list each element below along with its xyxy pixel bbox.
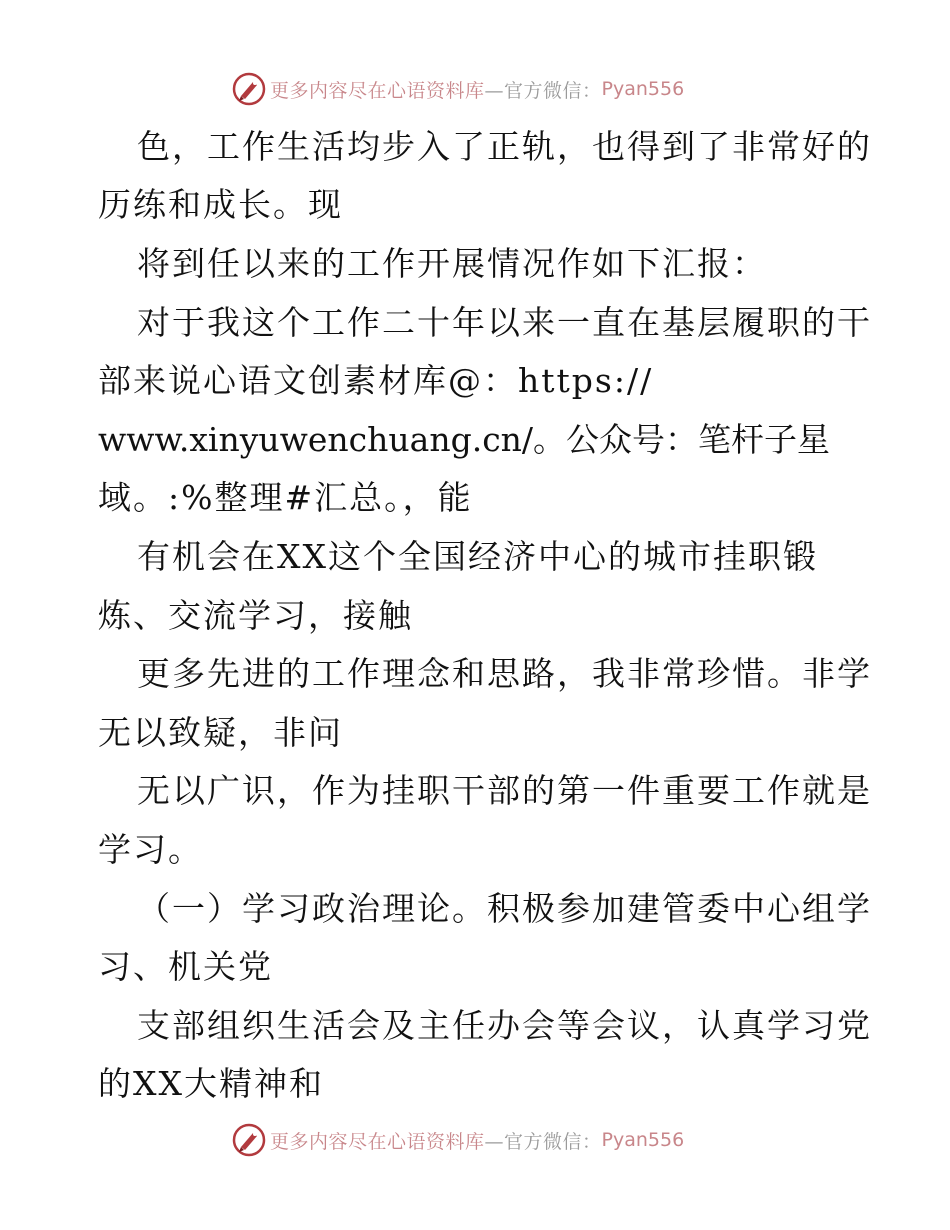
text-line: 支部组织生活会及主任办会等会议，认真学习党 <box>137 1006 872 1045</box>
header-watermark <box>232 72 684 106</box>
text-line: 无以广识，作为挂职干部的第一件重要工作就是 <box>137 771 872 810</box>
text-line: 更多先进的工作理念和思路，我非常珍惜。非学 <box>137 654 872 693</box>
text-line: 部来说心语文创素材库@：https:// <box>98 361 654 400</box>
watermark-wechat-id: Pyan556 <box>601 78 685 100</box>
text-line: 有机会在XX这个全国经济中心的城市挂职锻 <box>137 537 818 576</box>
text-line: 域。:%整理#汇总。，能 <box>98 478 473 517</box>
text-line: 对于我这个工作二十年以来一直在基层履职的干 <box>137 303 872 342</box>
text-line: 无以致疑，非问 <box>98 713 343 752</box>
watermark-wechat-id: Pyan556 <box>601 1129 685 1151</box>
text-line: 炼、交流学习，接触 <box>98 596 413 635</box>
text-line: （一）学习政治理论。积极参加建管委中心组学 <box>137 889 872 928</box>
text-line: 历练和成长。现 <box>98 185 343 224</box>
text-line: www.xinyuwenchuang.cn/。公众号：笔杆子星 <box>98 420 831 459</box>
text-line: 将到任以来的工作开展情况作如下汇报： <box>137 244 767 283</box>
text-line: 的XX大精神和 <box>98 1064 324 1103</box>
text-line: 学习。 <box>98 830 203 869</box>
pen-logo-icon <box>232 1123 266 1157</box>
text-line: 习、机关党 <box>98 947 273 986</box>
watermark-official-label: —官方微信： <box>484 79 602 102</box>
watermark-text: 更多内容尽在心语资料库 <box>270 79 485 102</box>
watermark-official-label: —官方微信： <box>484 1130 602 1153</box>
footer-watermark <box>232 1123 684 1157</box>
watermark-text: 更多内容尽在心语资料库 <box>270 1130 485 1153</box>
pen-logo-icon <box>232 72 266 106</box>
text-line: 色，工作生活均步入了正轨，也得到了非常好的 <box>137 127 872 166</box>
